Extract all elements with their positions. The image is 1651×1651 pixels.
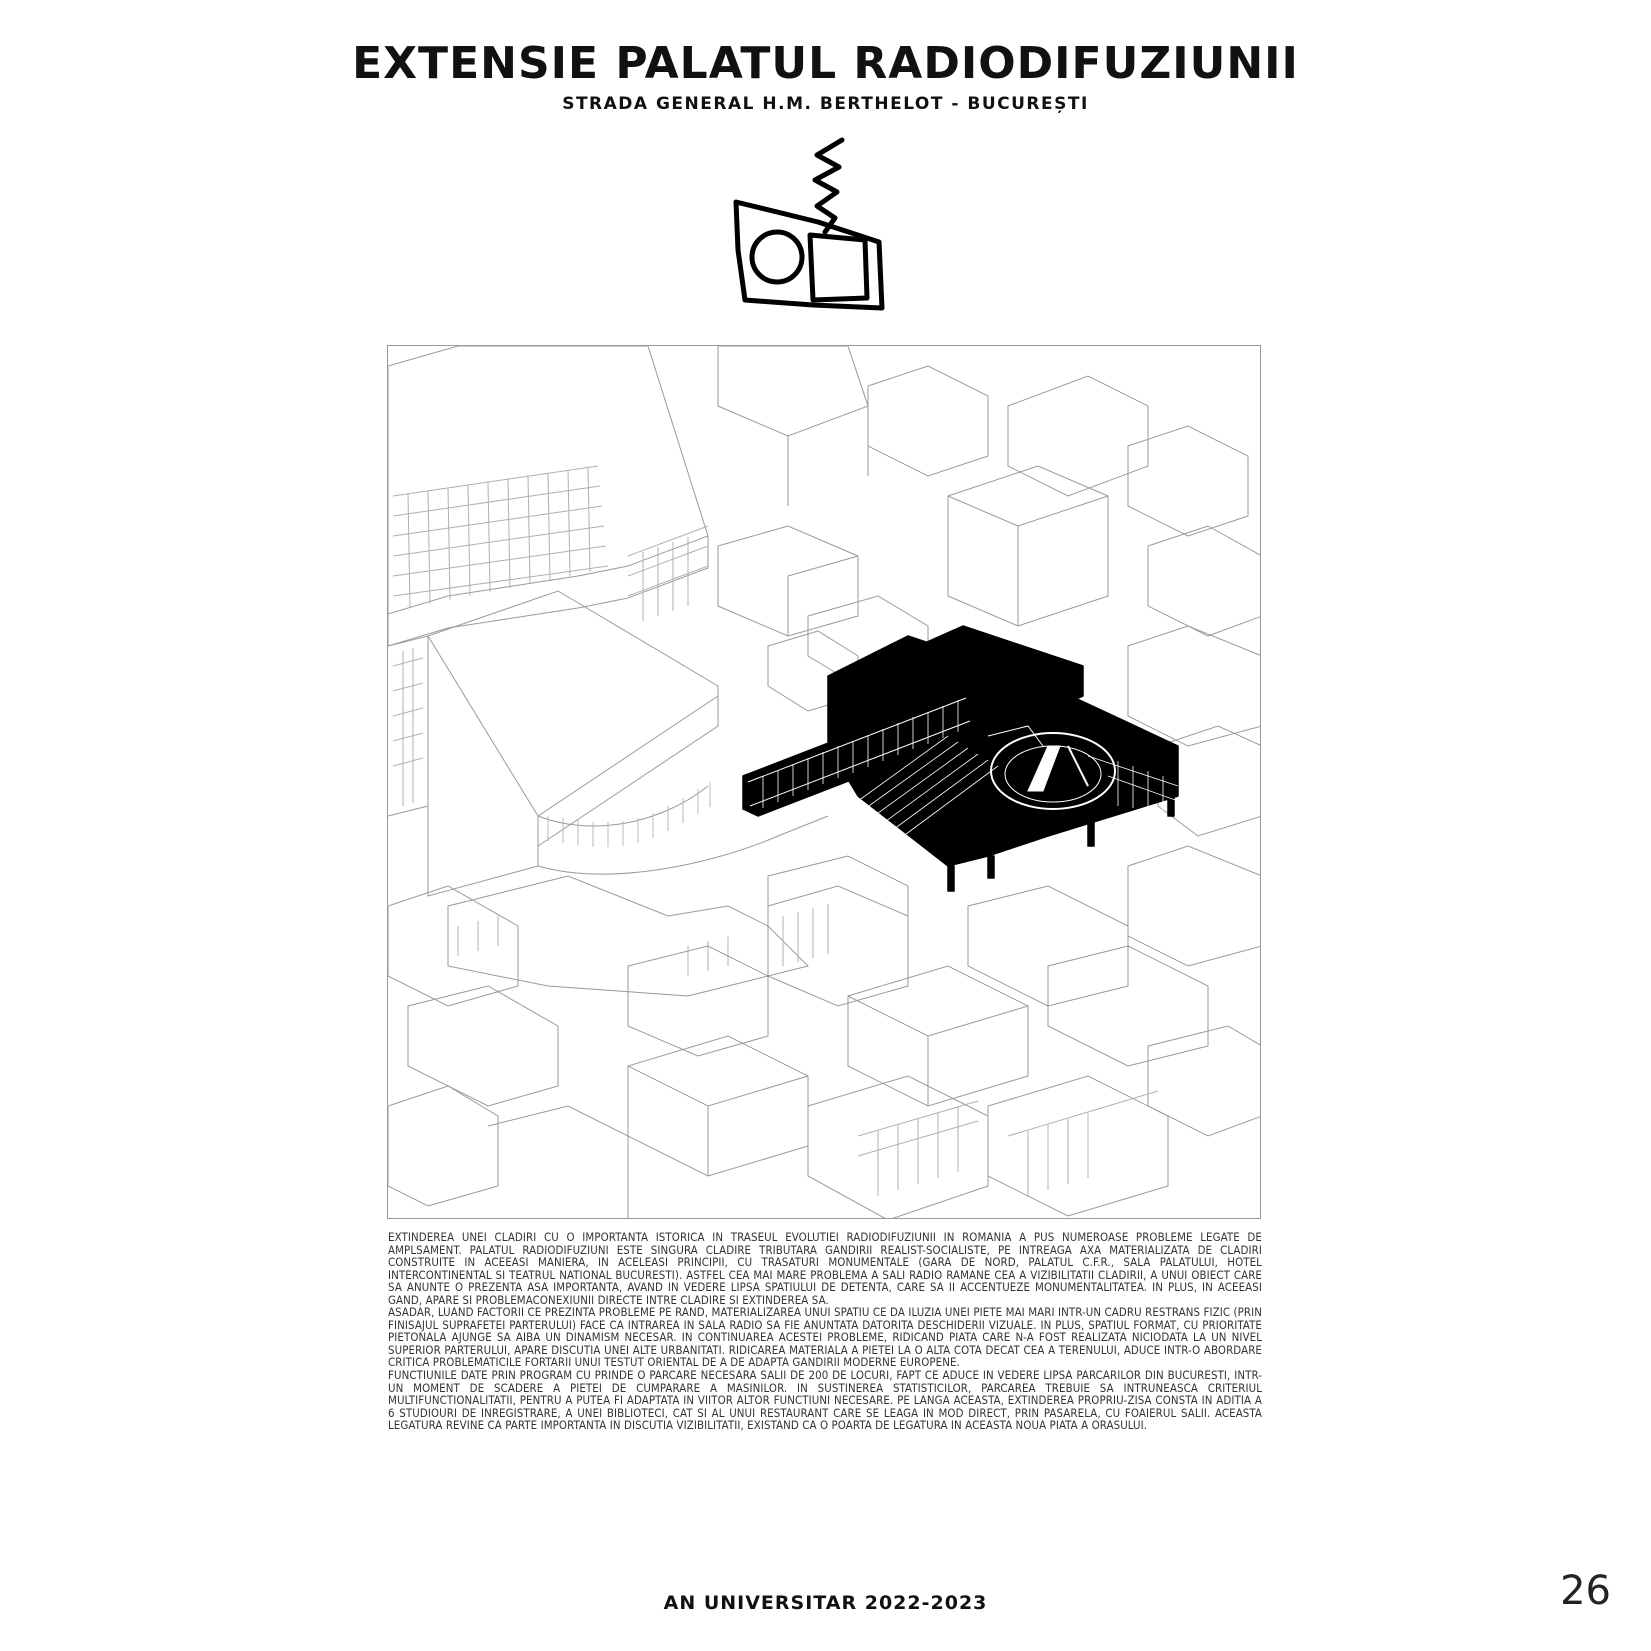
paragraph: ASADAR, LUAND FACTORII CE PREZINTA PROBLEME PE RAND, MATERIALIZAREA UNUI SPATIU CE DA ILUZIA UNEI PIETE MAI MARI INTR-UN CADRU RESTRANS FIZIC (PRIN FINISAJUL SUPRAFETEI PARTERULUI) FACE CA INTRAREA IN SALA RADIO SA FIE ANUNTATA DATORITA DESCHIDERII VIZUALE. IN PLUS, SPATIUL FORMAT, CU PRIORITATE PIETONALA AJUNGE SA AIBA UN DINAMISM NECESAR. IN CONTINUAREA ACESTEI PROBLEME, RIDICAND PIATA CARE N-A FOST REALIZATA NICIODATA LA UN NIVEL SUPERIOR PARTERULUI, APARE DISCUTIA UNEI ALTE URBANITATI. RIDICAREA MATERIALA A PIETEI LA O ALTA COTA DECAT CEA A TERENULUI, ADUCE INTR-O ABORDARE CRITICA PROBLEMATICILE FORTARII UNUI TESTUT ORIENTAL DE A DE ADAPTA GANDIRII MODERNE EUROPENE.: [388, 1305, 1262, 1370]
page-subtitle: STRADA GENERAL H.M. BERTHELOT - BUCUREȘTI: [562, 94, 1089, 114]
description-text: [388, 1231, 1262, 1432]
radio-sketch-icon: [725, 130, 905, 320]
footer-academic-year: AN UNIVERSITAR 2022-2023: [663, 1592, 988, 1614]
paragraph: EXTINDEREA UNEI CLADIRI CU O IMPORTANTA ISTORICA IN TRASEUL EVOLUTIEI RADIODIFUZIUNII IN ROMANIA A PUS NUMEROASE PROBLEME LEGATE DE AMPLSAMENT. PALATUL RADIODIFUZIUNI ESTE SINGURA CLADIRE TRIBUTARA GANDIRII REALIST-SOCIALISTE, PE INTREAGA AXA MATERIALIZATA DE CLADIRI CONSTRUITE IN ACEEASI MANIERA, IN ACELEASI PRINCIPII, CU TRASATURI MONUMENTALE (GARA DE NORD, PALATUL C.F.R., SALA PALATULUI, HOTEL INTERCONTINENTAL SI TEATRUL NATIONAL BUCURESTI). ASTFEL CEA MAI MARE PROBLEMA A SALI RADIO RAMANE CEA A VIZIBILITATII CLADIRII, A UNUI OBIECT CARE SA ANUNTE O PREZENTA ASA IMPORTANTA, AVAND IN VEDERE LIPSA SPATIULUI DE DETENTA, CARE SA II ACCENTUEZE MONUMENTALITATEA. IN PLUS, IN ACEEASI GAND, APARE SI PROBLEMACONEXIUNII DIRECTE INTRE CLADIRE SI EXTINDEREA SA.: [388, 1230, 1262, 1307]
axonometric-site-drawing: [387, 345, 1261, 1219]
paragraph: FUNCTIUNILE DATE PRIN PROGRAM CU PRINDE O PARCARE NECESARA SALII DE 200 DE LOCURI, FAPT CE ADUCE IN VEDERE LIPSA PARCARILOR DIN BUCURESTI, INTR-UN MOMENT DE SCADERE A PIETEI DE CUMPARARE A MASINILOR. IN SUSTINEREA STATISTICILOR, PARCAREA TREBUIE SA INTRUNEASCA CRITERIUL MULTIFUNCTIONALITATII, PENTRU A PUTEA FI ADAPTATA IN VIITOR ALTOR FUNCTIUNI NECESARE. PE LANGA ACEASTA, EXTINDEREA PROPRIU-ZISA CONSTA IN ADITIA A 6 STUDIOURI DE INREGISTRARE, A UNEI BIBLIOTECI, CAT SI AL UNUI RESTAURANT CARE SE LEAGA IN MOD DIRECT, PRIN PASARELA, CU FOAIERUL SALII. ACEASTA LEGATURA REVINE CA PARTE IMPORTANTA IN DISCUTIA VIZIBILITATII, EXISTAND CA O POARTA DE LEGATURA IN ACEASTA NOUA PIATA A ORASULUI.: [388, 1368, 1262, 1433]
page-title: EXTENSIE PALATUL RADIODIFUZIUNII: [352, 38, 1299, 89]
page-number: 26: [1560, 1568, 1611, 1614]
